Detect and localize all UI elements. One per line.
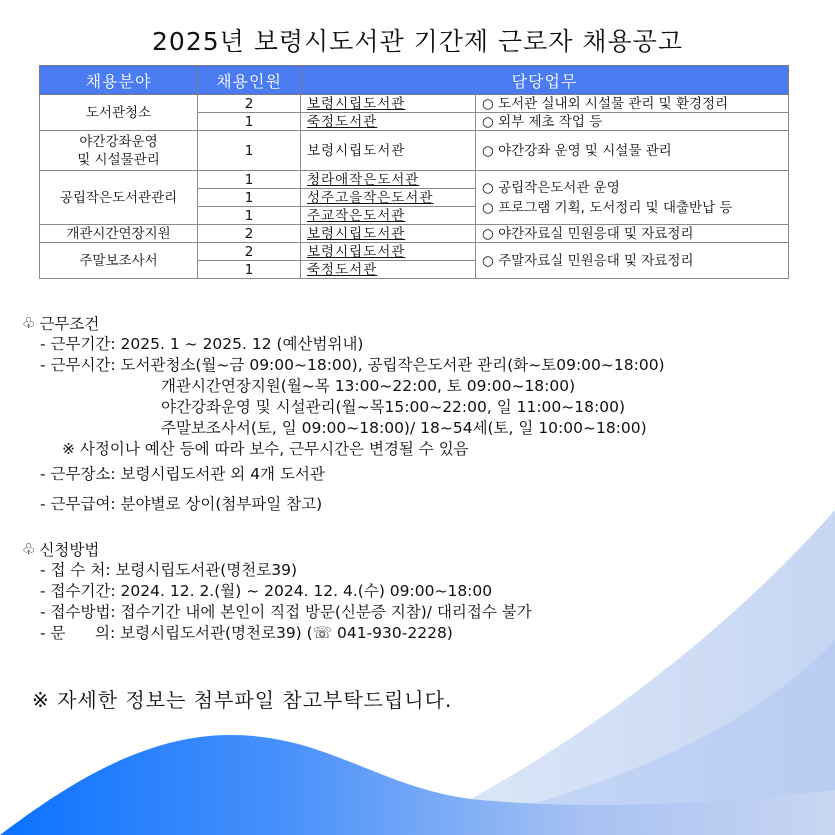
count-cell: 1 xyxy=(198,207,301,225)
count-cell: 1 xyxy=(198,131,301,171)
work-pay: - 근무급여: 분야별로 상이(첨부파일 참고) xyxy=(40,495,323,513)
field-line: 및 시설물관리 xyxy=(77,151,160,168)
duty-cell: ○ 야간자료실 민원응대 및 자료정리 xyxy=(476,225,789,243)
section-heading xyxy=(22,312,665,334)
count-cell: 2 xyxy=(198,95,301,113)
count-cell: 2 xyxy=(198,225,301,243)
table-row xyxy=(40,171,789,189)
work-hours-line: 개관시간연장지원(월~목 13:00~22:00, 토 09:00~18:00) xyxy=(161,377,576,395)
table-header-row xyxy=(40,66,789,95)
page-title: 2025년 보령시도서관 기간제 근로자 채용공고 xyxy=(152,27,683,56)
header-field: 채용분야 xyxy=(40,66,198,95)
duty-cell: ○ 외부 제초 작업 등 xyxy=(476,113,789,131)
section-title: 근무조건 xyxy=(39,315,100,333)
duty-cell: ○ 도서관 실내외 시설물 관리 및 환경정리 xyxy=(476,95,789,113)
library-cell: 보령시립도서관 xyxy=(301,225,476,243)
count-cell: 1 xyxy=(198,261,301,279)
field-cell: 개관시간연장지원 xyxy=(40,225,198,243)
duty-cell: ○ 야간강좌 운영 및 시설물 관리 xyxy=(476,131,789,171)
table-row xyxy=(40,95,789,113)
application-office: - 접 수 처: 보령시립도서관(명천로39) xyxy=(40,561,297,579)
field-cell xyxy=(40,131,198,171)
field-cell: 도서관청소 xyxy=(40,95,198,131)
application-inquiry: - 문 의: 보령시립도서관(명천로39) (☏ 041-930-2228) xyxy=(40,624,453,642)
header-count: 채용인원 xyxy=(198,66,301,95)
conditions-note: ※ 사정이나 예산 등에 따라 보수, 근무시간은 변경될 수 있음 xyxy=(62,440,469,458)
work-period: - 근무기간: 2025. 1 ~ 2025. 12 (예산범위내) xyxy=(40,335,364,353)
application-section xyxy=(22,538,532,644)
library-cell: 보령시립도서관 xyxy=(301,95,476,113)
library-cell: 보령시립도서관 xyxy=(301,243,476,261)
table-row xyxy=(40,225,789,243)
application-period: - 접수기간: 2024. 12. 2.(월) ~ 2024. 12. 4.(수) 09:00~18:00 xyxy=(40,582,493,600)
count-cell: 2 xyxy=(198,243,301,261)
count-cell: 1 xyxy=(198,113,301,131)
field-line: 야간강좌운영 xyxy=(79,133,158,150)
club-icon: ♧ xyxy=(22,540,36,558)
duty-line: ○ 공립작은도서관 운영 xyxy=(482,179,620,196)
library-cell: 보령시립도서관 xyxy=(301,131,476,171)
count-cell: 1 xyxy=(198,189,301,207)
application-method: - 접수방법: 접수기간 내에 본인이 직접 방문(신분증 지참)/ 대리접수 불가 xyxy=(40,603,532,621)
section-title: 신청방법 xyxy=(39,541,100,559)
work-hours: - 근무시간: 도서관청소(월~금 09:00~18:00), 공립작은도서관 관리(화~토09:00~18:00) xyxy=(40,356,665,374)
library-cell: 죽정도서관 xyxy=(301,261,476,279)
club-icon: ♧ xyxy=(22,314,36,332)
work-conditions-section xyxy=(22,312,665,515)
table-row xyxy=(40,131,789,171)
library-cell: 주교작은도서관 xyxy=(301,207,476,225)
duty-line: ○ 프로그램 기획, 도서정리 및 대출반납 등 xyxy=(482,199,733,216)
count-cell: 1 xyxy=(198,171,301,189)
recruitment-table xyxy=(39,65,789,279)
section-heading xyxy=(22,538,532,560)
duty-cell xyxy=(476,171,789,225)
table-row xyxy=(40,243,789,261)
work-hours-line: 주말보조사서(토, 일 09:00~18:00)/ 18~54세(토, 일 10:00~18:00) xyxy=(161,419,647,437)
library-cell: 죽정도서관 xyxy=(301,113,476,131)
header-duties: 담당업무 xyxy=(301,66,789,95)
field-cell: 공립작은도서관관리 xyxy=(40,171,198,225)
library-cell: 성주고을작은도서관 xyxy=(301,189,476,207)
footnote: ※ 자세한 정보는 첨부파일 참고부탁드립니다. xyxy=(32,688,453,712)
work-place: - 근무장소: 보령시립도서관 외 4개 도서관 xyxy=(40,465,325,483)
duty-cell: ○ 주말자료실 민원응대 및 자료정리 xyxy=(476,243,789,279)
field-cell: 주말보조사서 xyxy=(40,243,198,279)
library-cell: 청라애작은도서관 xyxy=(301,171,476,189)
work-hours-line: 야간강좌운영 및 시설관리(월~목15:00~22:00, 일 11:00~18:00) xyxy=(161,398,625,416)
